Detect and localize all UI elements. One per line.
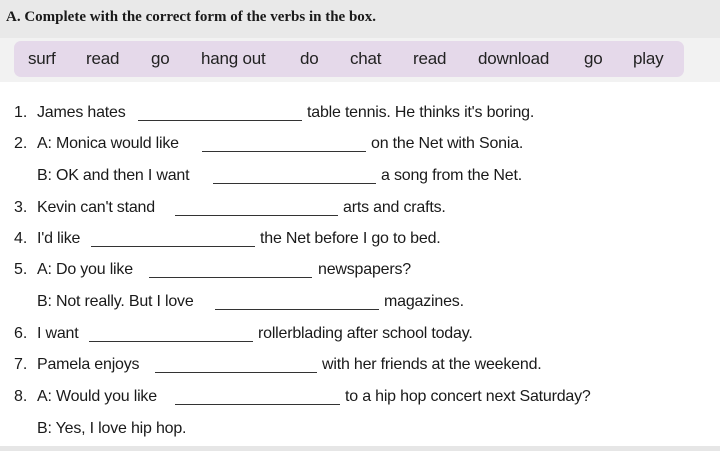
word-box-item: download — [478, 49, 550, 68]
answer-blank[interactable] — [155, 372, 317, 373]
exercise-text-before: Kevin can't stand — [37, 199, 155, 216]
word-box-item: hang out — [201, 49, 266, 68]
exercise-text-after: with her friends at the weekend. — [322, 356, 542, 373]
answer-blank[interactable] — [202, 151, 366, 152]
answer-blank[interactable] — [175, 215, 338, 216]
exercise-number: 5. — [14, 261, 28, 278]
exercise-text-before: B: Not really. But I love — [37, 293, 194, 310]
exercise-text-before: A: Monica would like — [37, 135, 179, 152]
word-box-item: play — [633, 49, 664, 68]
exercise-text-before: A: Do you like — [37, 261, 133, 278]
exercise-text-before: James hates — [37, 104, 126, 121]
word-box-item: read — [86, 49, 120, 68]
answer-blank[interactable] — [213, 183, 376, 184]
instruction-title: A. Complete with the correct form of the verbs in the box. — [6, 9, 377, 25]
word-box-item: do — [300, 49, 319, 68]
exercise-text-after: newspapers? — [318, 261, 411, 278]
exercise-number: 8. — [14, 388, 28, 405]
exercise-text-after: a song from the Net. — [381, 167, 522, 184]
exercise-number: 2. — [14, 135, 28, 152]
exercise-text-before: Pamela enjoys — [37, 356, 140, 373]
exercise-text-after: the Net before I go to bed. — [260, 230, 441, 247]
instruction-header — [0, 0, 720, 38]
exercise-text-after: table tennis. He thinks it's boring. — [307, 104, 535, 121]
exercise-text-before: I want — [37, 325, 79, 342]
word-box-item: read — [413, 49, 447, 68]
exercise-number: 3. — [14, 199, 28, 216]
answer-blank[interactable] — [175, 404, 340, 405]
exercise-text-before: B: OK and then I want — [37, 167, 190, 184]
answer-blank[interactable] — [91, 246, 255, 247]
exercise-number: 7. — [14, 356, 28, 373]
answer-blank[interactable] — [215, 309, 379, 310]
page-bottom-edge — [0, 446, 720, 451]
exercise-number: 4. — [14, 230, 28, 247]
answer-blank[interactable] — [89, 341, 253, 342]
verb-word-box — [14, 41, 684, 77]
exercise-number: 1. — [14, 104, 28, 121]
exercise-text-before: A: Would you like — [37, 388, 157, 405]
exercise-number: 6. — [14, 325, 28, 342]
answer-blank[interactable] — [149, 277, 312, 278]
word-box-item: chat — [350, 49, 382, 68]
answer-blank[interactable] — [138, 120, 302, 121]
exercise-text-after: to a hip hop concert next Saturday? — [345, 388, 591, 405]
word-box-item: surf — [28, 49, 56, 68]
exercise-text-after: rollerblading after school today. — [258, 325, 473, 342]
exercise-text-before: I'd like — [37, 230, 81, 247]
word-box-item: go — [584, 49, 603, 68]
exercise-text-after: arts and crafts. — [343, 199, 446, 216]
exercise-text: B: Yes, I love hip hop. — [37, 420, 187, 437]
exercise-text-after: on the Net with Sonia. — [371, 135, 524, 152]
word-box-item: go — [151, 49, 170, 68]
exercise-text-after: magazines. — [384, 293, 464, 310]
